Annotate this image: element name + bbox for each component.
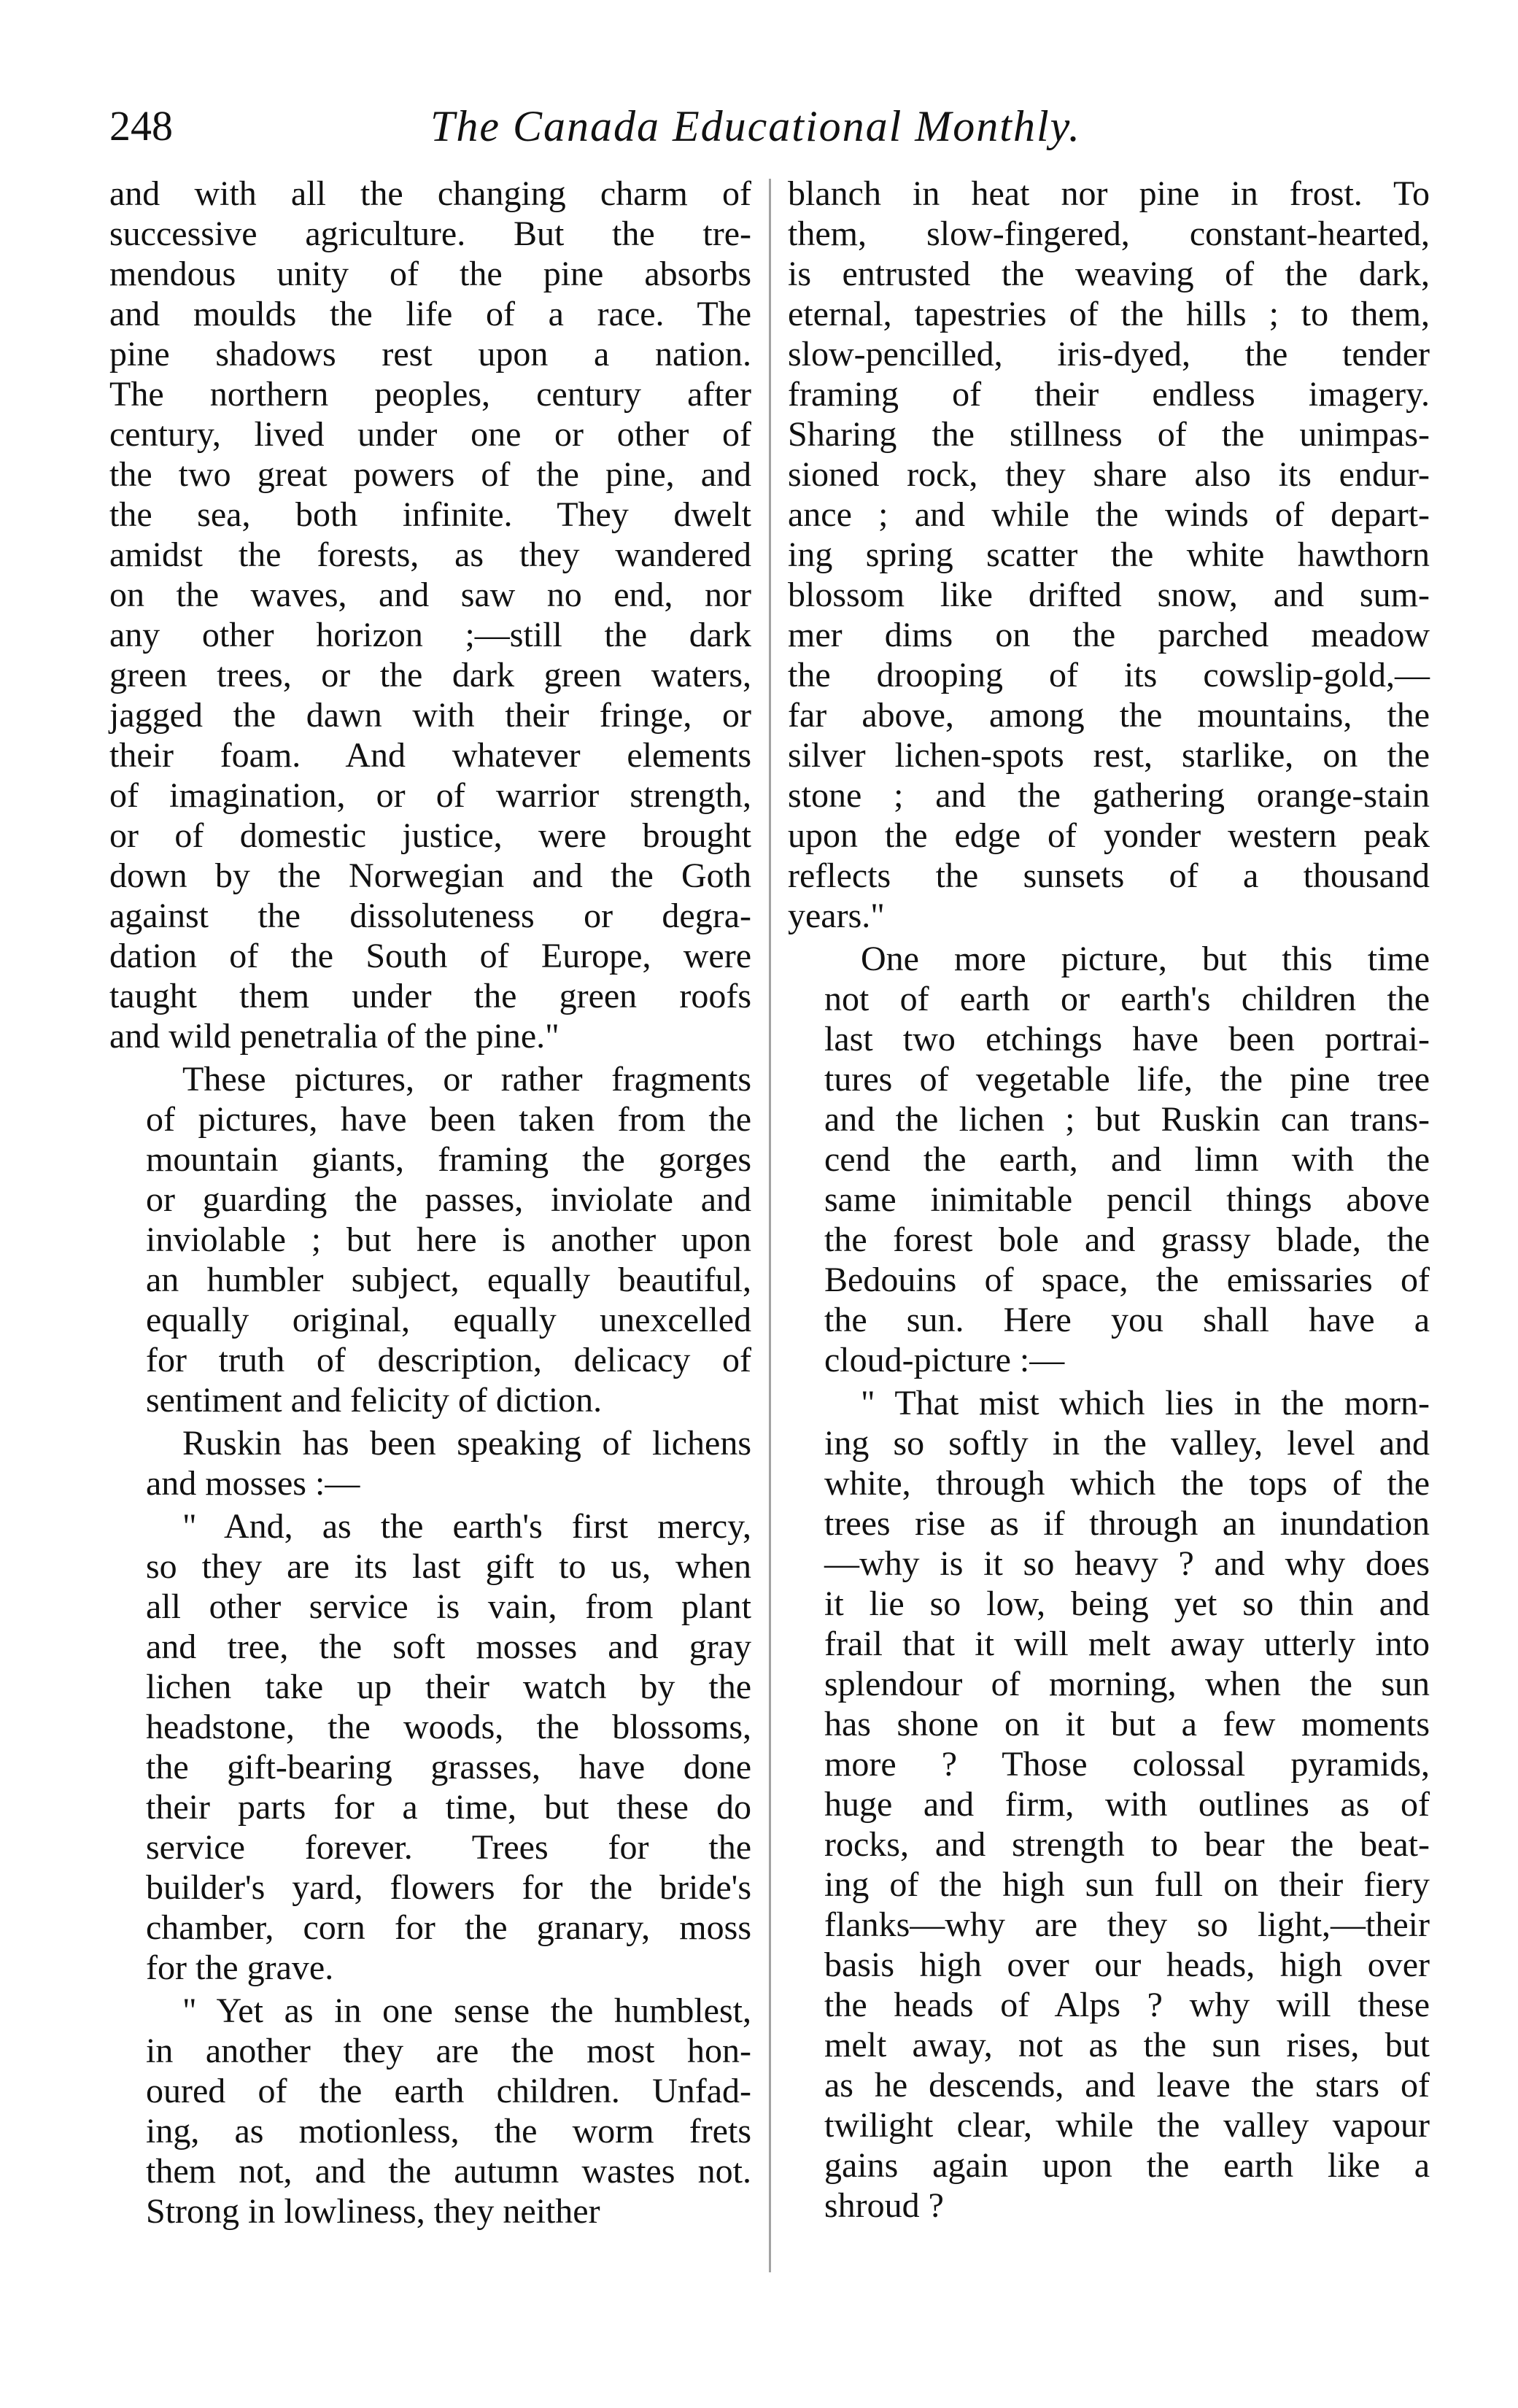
text-line: the drooping of its cowslip-gold,— [788,656,1430,694]
text-line: dation of the South of Europe, were [109,937,751,975]
text-line: mountain giants, framing the gorges [146,1140,751,1179]
text-line: huge and firm, with outlines as of [824,1785,1430,1824]
text-line: same inimitable pencil things above [824,1180,1430,1219]
text-line: for the grave. [146,1948,334,1987]
text-line: and tree, the soft mosses and gray [146,1627,751,1666]
text-line: century, lived under one or other of [109,415,751,454]
text-line: an humbler subject, equally beautiful, [146,1261,751,1299]
text-line: them not, and the autumn wastes not. [146,2152,751,2191]
text-line: ing of the high sun full on their fiery [824,1865,1430,1904]
text-line: The northern peoples, century after [109,375,751,414]
text-line: stone ; and the gathering orange-stain [788,776,1430,815]
text-line: down by the Norwegian and the Goth [109,856,751,895]
text-line: service forever. Trees for the [146,1828,751,1867]
text-line: the forest bole and grassy blade, the [824,1220,1430,1259]
text-line: the heads of Alps ? why will these [824,1986,1430,2024]
text-line: mer dims on the parched meadow [788,616,1430,654]
text-line: and moulds the life of a race. The [109,295,751,333]
text-line: more ? Those colossal pyramids, [824,1745,1430,1784]
text-line: tures of vegetable life, the pine tree [824,1060,1430,1099]
text-line: or of domestic justice, were brought [109,816,751,855]
text-line: frail that it will melt away utterly into [824,1625,1430,1663]
text-line: on the waves, and saw no end, nor [109,576,751,614]
text-line: blossom like drifted snow, and sum- [788,576,1430,614]
text-line: chamber, corn for the granary, moss [146,1908,751,1947]
paragraph [788,174,1430,936]
text-line: basis high over our heads, high over [824,1946,1430,1984]
text-line: " Yet as in one sense the humblest, [182,1991,751,2030]
text-line: their parts for a time, but these do [146,1788,751,1827]
text-line: melt away, not as the sun rises, but [824,2026,1430,2064]
text-line: against the dissoluteness or degra- [109,897,751,935]
text-line: One more picture, but this time [861,940,1430,978]
text-line: shroud ? [824,2186,944,2225]
text-line: Bedouins of space, the emissaries of [824,1261,1430,1299]
text-line: for truth of description, delicacy of [146,1341,751,1379]
text-line: inviolable ; but here is another upon [146,1220,751,1259]
text-line: taught them under the green roofs [109,977,751,1015]
text-line: gains again upon the earth like a [824,2146,1430,2185]
text-line: rocks, and strength to bear the beat- [824,1825,1430,1864]
text-line: silver lichen-spots rest, starlike, on the [788,736,1430,775]
paragraph [109,1991,751,2231]
running-head-title: The Canada Educational Monthly. [430,102,1081,150]
text-line: eternal, tapestries of the hills ; to them, [788,295,1430,333]
text-line: —why is it so heavy ? and why does [824,1544,1430,1583]
text-line: ing spring scatter the white hawthorn [788,535,1430,574]
text-line: ing so softly in the valley, level and [824,1424,1430,1463]
text-line: and wild penetralia of the pine." [109,1017,559,1056]
text-line: cend the earth, and limn with the [824,1140,1430,1179]
paragraph [109,1059,751,1420]
text-line: cloud-picture :— [824,1341,1065,1379]
running-header [109,93,1437,159]
text-line: years." [788,897,885,935]
text-line: the two great powers of the pine, and [109,455,751,494]
text-line: Sharing the stillness of the unimpas- [788,415,1430,454]
text-line: sioned rock, they share also its endur- [788,455,1430,494]
text-line: in another they are the most hon- [146,2032,751,2070]
text-line: These pictures, or rather fragments [182,1060,751,1099]
text-line: reflects the sunsets of a thousand [788,856,1430,895]
paragraph [109,174,751,1056]
text-line: their foam. And whatever elements [109,736,751,775]
text-line: equally original, equally unexcelled [146,1301,751,1339]
text-line: slow-pencilled, iris-dyed, the tender [788,335,1430,373]
paragraph [109,1506,751,1988]
text-line: oured of the earth children. Unfad- [146,2072,751,2110]
text-line: white, through which the tops of the [824,1464,1430,1503]
text-line: and with all the changing charm of [109,174,751,213]
text-line: not of earth or earth's children the [824,980,1430,1018]
text-line: sentiment and felicity of diction. [146,1381,603,1420]
text-line: all other service is vain, from plant [146,1587,751,1626]
text-line: framing of their endless imagery. [788,375,1430,414]
text-line: upon the edge of yonder western peak [788,816,1430,855]
text-line: them, slow-fingered, constant-hearted, [788,214,1430,253]
text-line: green trees, or the dark green waters, [109,656,751,694]
text-line: it lie so low, being yet so thin and [824,1584,1430,1623]
text-line: " That mist which lies in the morn- [861,1384,1430,1422]
right-column [788,174,1430,2229]
paragraph [788,1383,1430,2226]
text-line: flanks—why are they so light,—their [824,1905,1430,1944]
column-divider [769,179,771,2272]
text-line: mendous unity of the pine absorbs [109,255,751,293]
text-line: is entrusted the weaving of the dark, [788,255,1430,293]
text-line: trees rise as if through an inundation [824,1504,1430,1543]
left-column [109,174,751,2234]
text-line: far above, among the mountains, the [788,696,1430,735]
text-line: blanch in heat nor pine in frost. To [788,174,1430,213]
text-line: of pictures, have been taken from the [146,1100,751,1139]
text-line: lichen take up their watch by the [146,1668,751,1706]
text-line: of imagination, or of warrior strength, [109,776,751,815]
text-line: the sun. Here you shall have a [824,1301,1430,1339]
text-line: successive agriculture. But the tre- [109,214,751,253]
text-line: the sea, both infinite. They dwelt [109,495,751,534]
text-line: ing, as motionless, the worm frets [146,2112,751,2150]
text-line: as he descends, and leave the stars of [824,2066,1430,2105]
text-line: headstone, the woods, the blossoms, [146,1708,751,1746]
text-line: Ruskin has been speaking of lichens [182,1424,751,1463]
text-line: ance ; and while the winds of depart- [788,495,1430,534]
text-line: Strong in lowliness, they neither [146,2192,600,2231]
page-number: 248 [109,102,173,150]
text-line: splendour of morning, when the sun [824,1665,1430,1703]
text-line: has shone on it but a few moments [824,1705,1430,1743]
text-line: jagged the dawn with their fringe, or [109,696,751,735]
paragraph [788,939,1430,1380]
text-line: amidst the forests, as they wandered [109,535,751,574]
text-line: twilight clear, while the valley vapour [824,2106,1430,2145]
paragraph [109,1423,751,1503]
text-line: and the lichen ; but Ruskin can trans- [824,1100,1430,1139]
text-line: the gift-bearing grasses, have done [146,1748,751,1786]
text-line: " And, as the earth's first mercy, [182,1507,751,1546]
text-line: or guarding the passes, inviolate and [146,1180,751,1219]
text-line: any other horizon ;—still the dark [109,616,751,654]
text-line: last two etchings have been portrai- [824,1020,1430,1058]
text-line: so they are its last gift to us, when [146,1547,751,1586]
text-line: builder's yard, flowers for the bride's [146,1868,751,1907]
text-line: and mosses :— [146,1464,360,1503]
text-line: pine shadows rest upon a nation. [109,335,751,373]
